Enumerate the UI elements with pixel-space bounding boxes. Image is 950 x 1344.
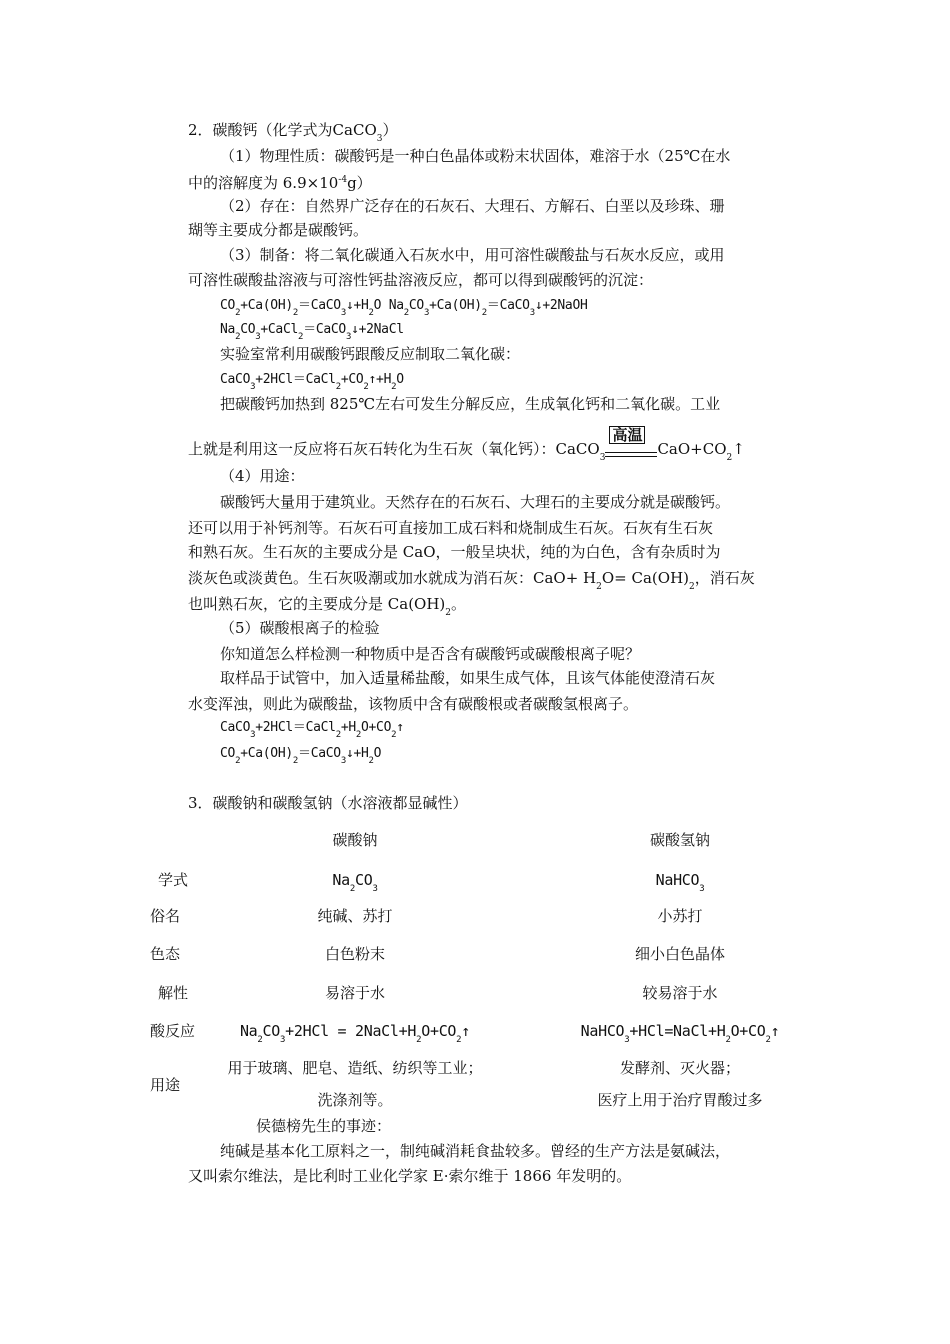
row-label: 学式 (158, 871, 189, 889)
table-cell: 较易溶于水 (642, 984, 718, 1002)
paragraph: 也叫熟石灰，它的主要成分是 $Ca(OH)_2$。 (188, 595, 467, 618)
paragraph: 实验室常利用碳酸钙跟酸反应制取二氧化碳： (220, 345, 521, 363)
paragraph: 又叫索尔维法，是比利时工业化学家 E·索尔维于 1866 年发明的。 (188, 1167, 632, 1185)
subheading: 侯德榜先生的事迹： (256, 1117, 392, 1135)
paragraph: 和熟石灰。生石灰的主要成分是 CaO，一般呈块状，纯的为白色，含有杂质时为 (188, 543, 721, 561)
table-cell: $Na_2CO_3+2HCl$ = $2NaCl+H_2O+CO_2↑$ (239, 1022, 471, 1045)
table-cell: 纯碱、苏打 (317, 907, 393, 925)
subheading: （5）碳酸根离子的检验 (220, 619, 380, 637)
paragraph: 碳酸钙大量用于建筑业。天然存在的石灰石、大理石的主要成分就是碳酸钙。 (220, 493, 731, 511)
table-cell: $NaHCO_3+HCl=NaCl+H_2O+CO_2↑$ (580, 1022, 780, 1045)
section-2-heading: 2．碳酸钙（化学式为CaCO$_3$） (188, 121, 398, 144)
paragraph: （1）物理性质：碳酸钙是一种白色晶体或粉末状固体，难溶于水（25℃在水 (220, 147, 731, 165)
equation: $CaCO_3+2HCl=CaCl_2+CO_2↑+H_2O$ (220, 372, 404, 392)
table-cell: 用于玻璃、肥皂、造纸、纺织等工业； (227, 1059, 483, 1077)
paragraph: （3）制备：将二氧化碳通入石灰水中，用可溶性碳酸盐与石灰水反应，或用 (220, 246, 725, 264)
row-label: 色态 (150, 945, 181, 963)
row-label: 俗名 (150, 907, 181, 925)
table-cell: 白色粉末 (324, 945, 385, 963)
paragraph: 中的溶解度为 $6.9\times 10^{-4}g$） (188, 174, 372, 192)
paragraph: 取样品于试管中，加入适量稀盐酸，如果生成气体，且该气体能使澄清石灰 (220, 669, 716, 687)
paragraph: 淡灰色或淡黄色。生石灰吸潮或加水就成为消石灰：$CaO+ H_2O= Ca(OH)_2$，消石灰 (188, 569, 755, 592)
paragraph: 可溶性碳酸盐溶液与可溶性钙盐溶液反应，都可以得到碳酸钙的沉淀： (188, 271, 654, 289)
table-cell: 医疗上用于治疗胃酸过多 (597, 1091, 763, 1109)
table-cell: 发酵剂、灭火器； (619, 1059, 740, 1077)
subheading: （4）用途： (220, 467, 305, 485)
table-cell: 细小白色晶体 (634, 945, 725, 963)
paragraph: （2）存在：自然界广泛存在的石灰石、大理石、方解石、白垩以及珍珠、珊 (220, 197, 725, 215)
high-temperature-condition: 高温 (605, 432, 657, 462)
table-cell: $Na_2CO_3$ (332, 871, 378, 894)
equation: $CaCO_3+2HCl=CaCl_2+H_2O+CO_2↑$ (220, 720, 404, 740)
table-cell: 易溶于水 (324, 984, 385, 1002)
column-header: 碳酸钠 (332, 831, 378, 849)
paragraph: 纯碱是基本化工原料之一，制纯碱消耗食盐较多。曾经的生产方法是氨碱法， (220, 1142, 731, 1160)
paragraph: 水变浑浊，则此为碳酸盐，该物质中含有碳酸根或者碳酸氢根离子。 (188, 695, 639, 713)
equation: $CO_2+Ca(OH)_2=CaCO_3↓+H_2O$ $Na_2CO_3+Ca(OH)_2=CaCO_3↓+2NaOH$ (220, 298, 588, 318)
table-cell: 洗涤剂等。 (317, 1091, 393, 1109)
paragraph: 上就是利用这一反应将石灰石转化为生石灰（氧化钙）：CaCO$_3$ 高温 $CaO+CO_2↑$ (188, 426, 745, 463)
section-3-heading: 3．碳酸钠和碳酸氢钠（水溶液都显碱性） (188, 794, 468, 812)
equation: $CO_2+Ca(OH)_2=CaCO_3↓+H_2O$ (220, 746, 382, 766)
table-cell: NaHCO$_3$ (655, 871, 705, 894)
paragraph: 把碳酸钙加热到 825℃左右可发生分解反应，生成氧化钙和二氧化碳。工业 (220, 395, 721, 413)
paragraph: 你知道怎么样检测一种物质中是否含有碳酸钙或碳酸根离子呢？ (220, 645, 641, 663)
column-header: 碳酸氢钠 (649, 831, 710, 849)
paragraph: 瑚等主要成分都是碳酸钙。 (188, 221, 369, 239)
paragraph: 还可以用于补钙剂等。石灰石可直接加工成石料和烧制成生石灰。石灰有生石灰 (188, 519, 714, 537)
row-label: 解性 (158, 984, 189, 1002)
row-label: 酸反应 (150, 1022, 196, 1040)
row-label: 用途 (150, 1076, 181, 1094)
table-cell: 小苏打 (657, 907, 703, 925)
equation: $Na_2CO_3+CaCl_2=CaCO_3↓+2NaCl$ (220, 322, 404, 342)
